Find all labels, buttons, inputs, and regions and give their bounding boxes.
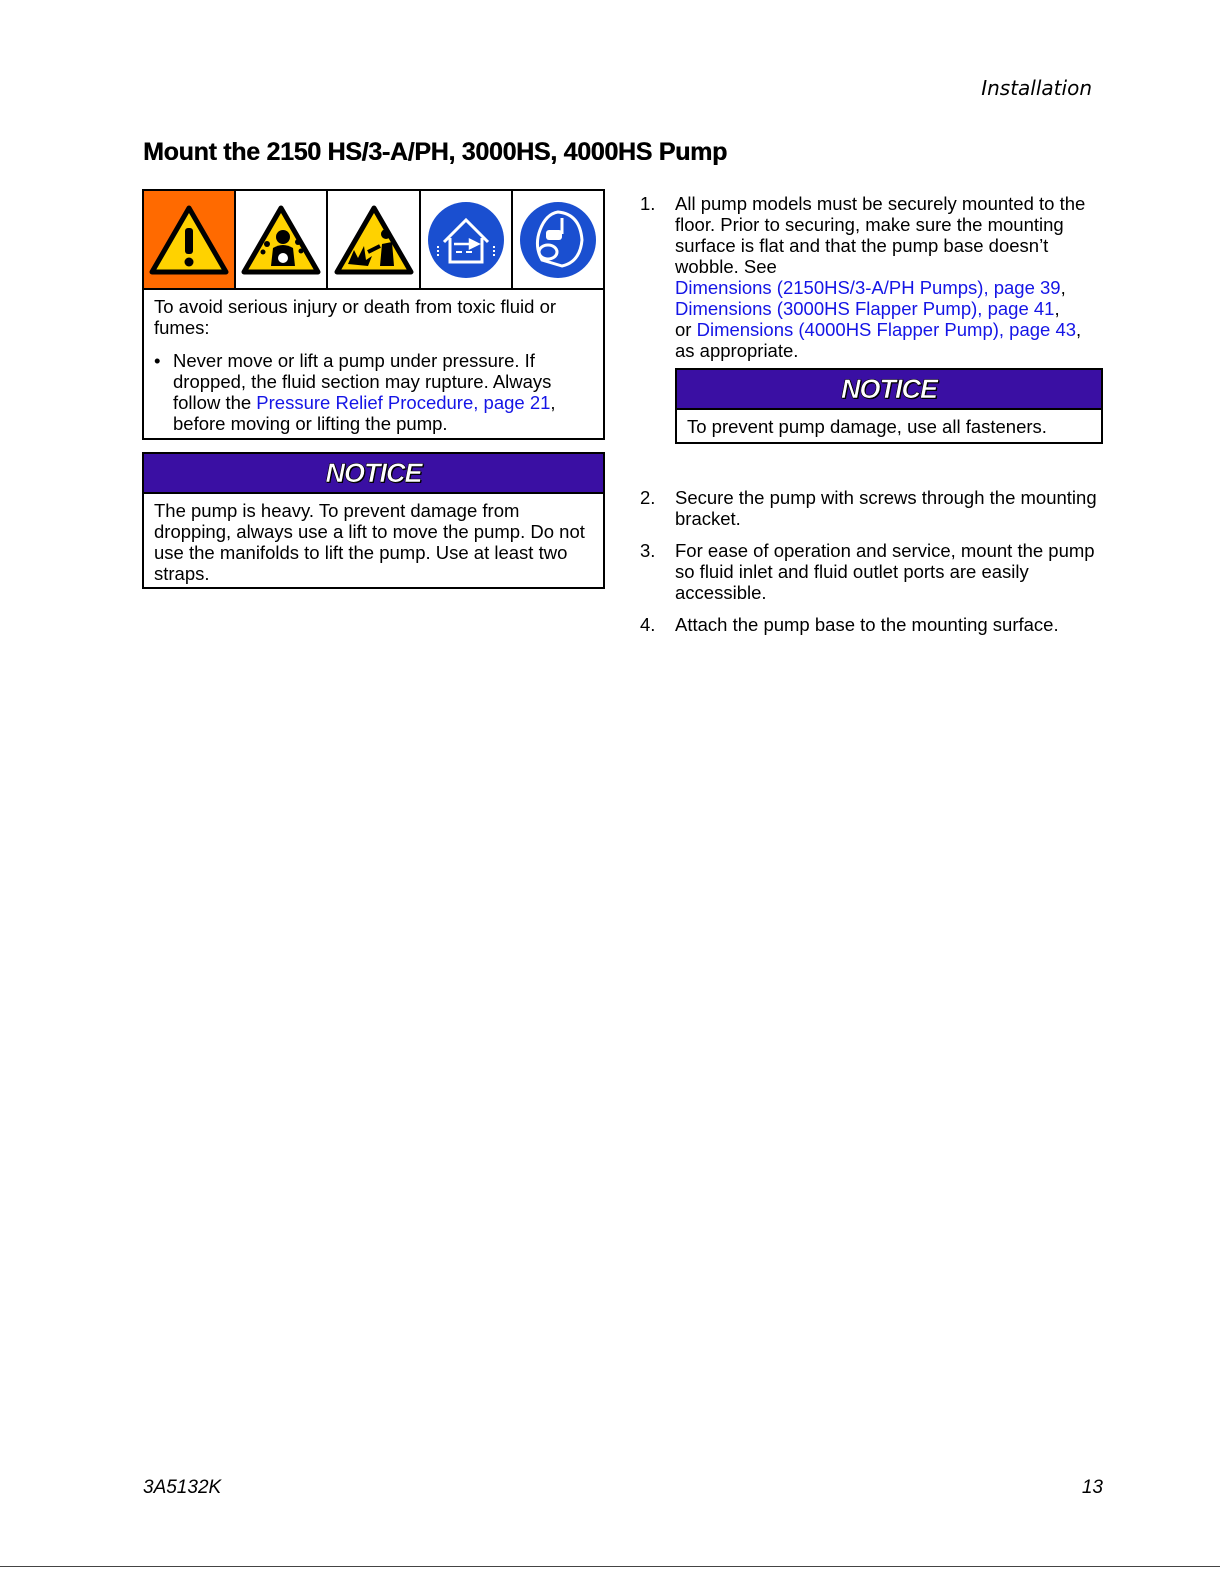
- general-warning-cell: [144, 191, 236, 288]
- dimensions-4000hs-link[interactable]: Dimensions (4000HS Flapper Pump), page 43: [696, 319, 1077, 340]
- bullet-text-start: Never move or lift a pump under pressure. If dropped, the fluid section may rupture. Always follow the: [173, 350, 552, 413]
- warning-intro: To avoid serious injury or death from toxic fluid or fumes:: [154, 296, 557, 338]
- separator: ,: [1060, 277, 1066, 298]
- notice-heading: NOTICE: [840, 373, 937, 404]
- step-1-text-end: as appropriate.: [675, 340, 799, 361]
- pressure-rupture-cell: [328, 191, 420, 288]
- footer-page-number: 13: [1081, 1477, 1103, 1498]
- dimensions-2150hs-link[interactable]: Dimensions (2150HS/3-A/PH Pumps), page 39: [675, 277, 1061, 298]
- step-number: 2.: [640, 487, 656, 508]
- step-number: 4.: [640, 614, 656, 635]
- dimensions-3000hs-link[interactable]: Dimensions (3000HS Flapper Pump), page 41: [675, 298, 1055, 319]
- respirator-icon: [518, 200, 598, 280]
- toxic-fumes-icon: [241, 204, 321, 276]
- bullet-symbol: •: [154, 350, 161, 371]
- step-number: 3.: [640, 540, 656, 561]
- notice-text-left: The pump is heavy. To prevent damage from dropping, always use a lift to move the pump. Do not use the manifolds to lift the pump. Use at least two straps.: [154, 500, 585, 584]
- step-3: [640, 540, 1110, 603]
- step-number: 1.: [640, 193, 656, 214]
- notice-text-right: To prevent pump damage, use all fasteners.: [687, 416, 1047, 437]
- general-warning-icon: [149, 204, 229, 276]
- warning-text: [144, 290, 603, 434]
- separator: ,: [1076, 319, 1082, 340]
- step-text: For ease of operation and service, mount the pump so fluid inlet and fluid outlet ports are easily accessible.: [675, 540, 1095, 603]
- warning-icons-row: [144, 191, 603, 290]
- step-text: Attach the pump base to the mounting surface.: [675, 614, 1059, 635]
- step-2: [640, 487, 1110, 529]
- notice-heading-bar: [677, 370, 1101, 410]
- page-bottom-rule: [0, 1566, 1220, 1567]
- footer-doc-number: 3A5132K: [143, 1477, 222, 1498]
- step-1-text: All pump models must be securely mounted to the floor. Prior to securing, make sure the mounting surface is flat and that the pump base doesn’t wobble. See: [675, 193, 1086, 277]
- notice-box-right: [675, 368, 1103, 444]
- page-title: Mount the 2150 HS/3-A/PH, 3000HS, 4000HS Pump: [143, 138, 727, 166]
- step-text: Secure the pump with screws through the mounting bracket.: [675, 487, 1097, 529]
- warning-bullet: [154, 350, 593, 434]
- bullet-text-end: , before moving or lifting the pump.: [173, 392, 556, 434]
- ventilation-icon: [426, 200, 506, 280]
- warning-bullet-text: [173, 350, 593, 434]
- section-header: Installation: [981, 76, 1092, 100]
- step-list-bottom: [640, 487, 1110, 646]
- pressure-rupture-icon: [334, 204, 414, 276]
- step-1: [640, 193, 1110, 361]
- toxic-fumes-cell: [236, 191, 328, 288]
- ventilation-cell: [421, 191, 513, 288]
- step-list-top: [640, 193, 1110, 372]
- separator: ,: [1054, 298, 1060, 319]
- or-text: or: [675, 319, 697, 340]
- notice-heading: NOTICE: [325, 457, 422, 488]
- pressure-relief-link[interactable]: Pressure Relief Procedure, page 21: [256, 392, 551, 413]
- respirator-cell: [513, 191, 603, 288]
- step-4: [640, 614, 1110, 635]
- notice-box-left: [142, 452, 605, 589]
- warning-box: [142, 189, 605, 440]
- notice-heading-bar: [144, 454, 603, 494]
- step-text: [675, 193, 1105, 361]
